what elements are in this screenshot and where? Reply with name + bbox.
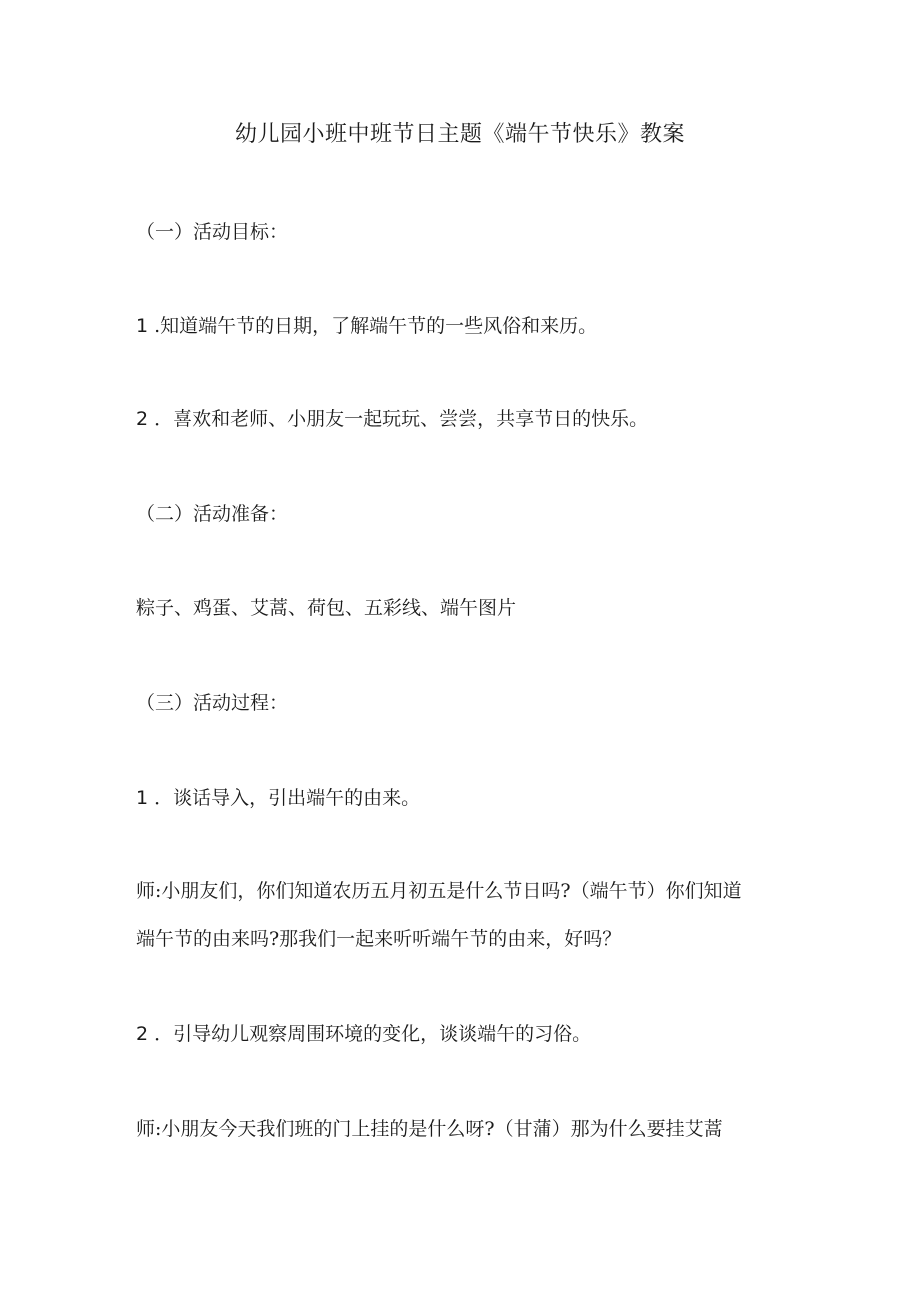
section-heading-goals: （一）活动目标： — [136, 221, 289, 243]
step-text-2: ．引导幼儿观察周围环境的变化，谈谈端午的习俗。 — [154, 1023, 592, 1045]
teacher-dialogue-1-line-1: 师:小朋友们，你们知道农历五月初五是什么节日吗?（端午节）你们知道 — [136, 880, 742, 902]
goal-text-1: .知道端午节的日期，了解端午节的一些风俗和来历。 — [154, 315, 598, 337]
step-item-1 — [136, 784, 420, 812]
section-heading-process: （三）活动过程： — [136, 692, 289, 714]
teacher-dialogue-1-line-2: 端午节的由来吗?那我们一起来听听端午节的由来，好吗？ — [136, 928, 622, 950]
teacher-dialogue-2-line-1: 师:小朋友今天我们班的门上挂的是什么呀?（甘蒲）那为什么要挂艾蒿 — [136, 1118, 723, 1140]
step-number-1: 1 — [136, 787, 149, 809]
goal-item-1 — [136, 312, 597, 340]
goal-number-2: 2 — [136, 408, 149, 430]
step-text-1: ．谈话导入，引出端午的由来。 — [154, 787, 421, 809]
document-title: 幼儿园小班中班节日主题《端午节快乐》教案 — [234, 122, 685, 147]
materials-list: 粽子、鸡蛋、艾蒿、荷包、五彩线、端午图片 — [136, 597, 517, 619]
goal-text-2: ．喜欢和老师、小朋友一起玩玩、尝尝，共享节日的快乐。 — [154, 408, 649, 430]
step-number-2: 2 — [136, 1023, 149, 1045]
goal-item-2 — [136, 405, 648, 433]
step-item-2 — [136, 1020, 591, 1048]
goal-number-1: 1 — [136, 315, 149, 337]
section-heading-preparation: （二）活动准备： — [136, 503, 289, 525]
